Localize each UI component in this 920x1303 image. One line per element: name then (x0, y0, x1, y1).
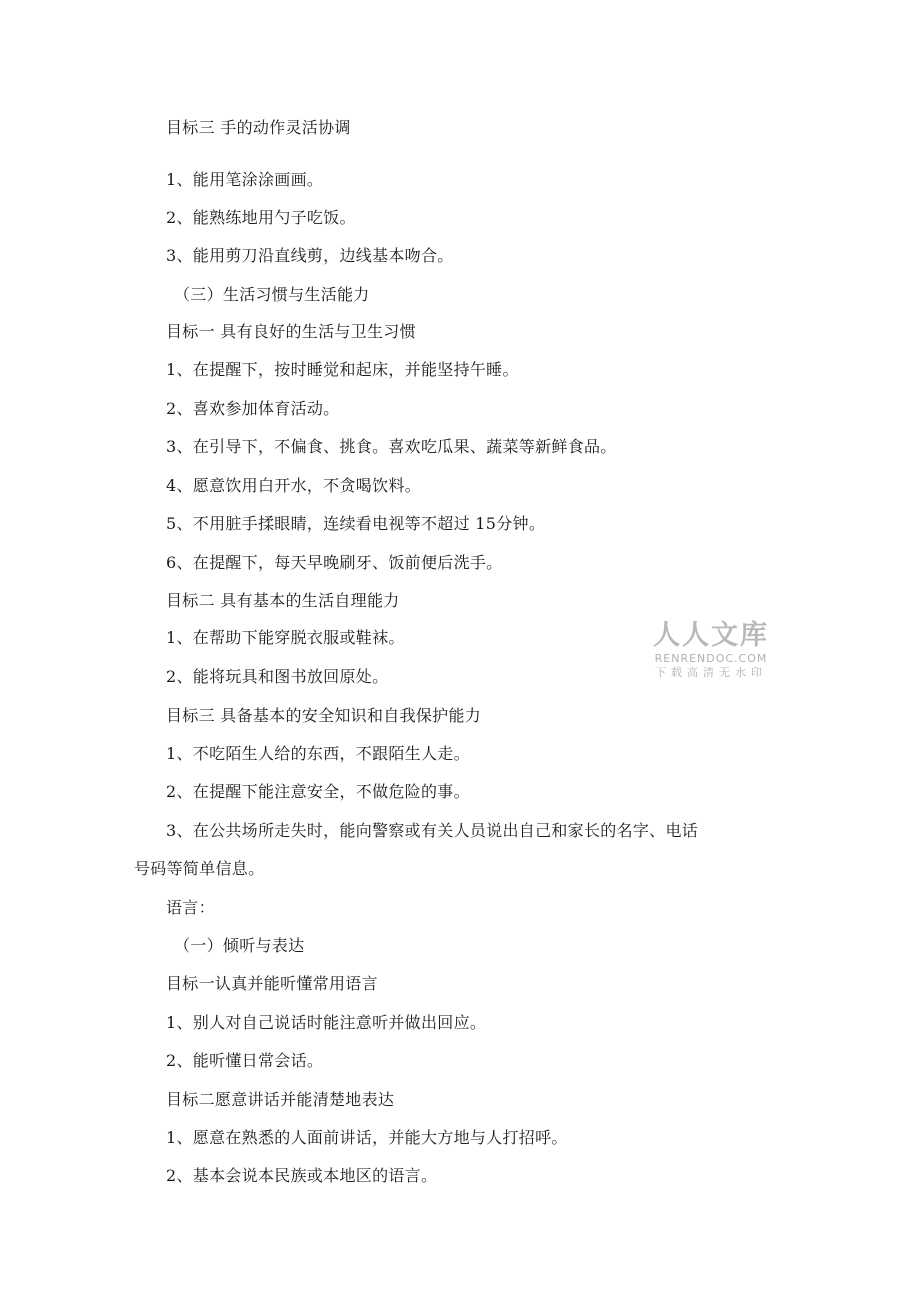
list-item: 1、能用笔涂涂画画。 (166, 170, 324, 189)
list-item: 3、在引导下，不偏食、挑食。喜欢吃瓜果、蔬菜等新鲜食品。 (166, 437, 617, 456)
list-item: 5、不用脏手揉眼睛，连续看电视等不超过 15分钟。 (166, 514, 546, 533)
goal-heading: 目标三 具备基本的安全知识和自我保护能力 (166, 706, 482, 725)
goal-heading: 目标一 具有良好的生活与卫生习惯 (166, 322, 416, 341)
list-item: 2、能听懂日常会话。 (166, 1051, 324, 1070)
list-item: 1、愿意在熟悉的人面前讲话，并能大方地与人打招呼。 (166, 1128, 568, 1147)
goal-heading: 目标三 手的动作灵活协调 (166, 118, 351, 137)
list-item: 6、在提醒下，每天早晚刷牙、饭前便后洗手。 (166, 553, 503, 572)
subject-heading: 语言： (166, 898, 215, 917)
section-heading: （三）生活习惯与生活能力 (174, 285, 370, 304)
goal-heading: 目标二 具有基本的生活自理能力 (166, 591, 400, 610)
list-item: 3、在公共场所走失时，能向警察或有关人员说出自己和家长的名字、电话 (166, 821, 699, 840)
watermark-subtitle: 下载高清无水印 (655, 666, 767, 679)
list-item: 2、在提醒下能注意安全，不做危险的事。 (166, 782, 470, 801)
list-item: 2、能熟练地用勺子吃饭。 (166, 208, 356, 227)
list-item: 2、能将玩具和图书放回原处。 (166, 667, 389, 686)
goal-heading: 目标二愿意讲话并能清楚地表达 (166, 1090, 395, 1109)
list-item-continuation: 号码等简单信息。 (134, 859, 265, 878)
list-item: 1、别人对自己说话时能注意听并做出回应。 (166, 1013, 487, 1032)
watermark-title: 人人文库 (653, 620, 769, 651)
goal-heading: 目标一认真并能听懂常用语言 (166, 974, 378, 993)
list-item: 1、不吃陌生人给的东西，不跟陌生人走。 (166, 744, 470, 763)
list-item: 1、在提醒下，按时睡觉和起床，并能坚持午睡。 (166, 360, 519, 379)
section-heading: （一）倾听与表达 (174, 936, 305, 955)
list-item: 3、能用剪刀沿直线剪，边线基本吻合。 (166, 246, 454, 265)
list-item: 1、在帮助下能穿脱衣服或鞋袜。 (166, 628, 405, 647)
list-item: 4、愿意饮用白开水，不贪喝饮料。 (166, 476, 421, 495)
list-item: 2、喜欢参加体育活动。 (166, 399, 340, 418)
list-item: 2、基本会说本民族或本地区的语言。 (166, 1166, 438, 1185)
watermark-url: RENRENDOC.COM (654, 652, 768, 665)
watermark (646, 620, 776, 680)
